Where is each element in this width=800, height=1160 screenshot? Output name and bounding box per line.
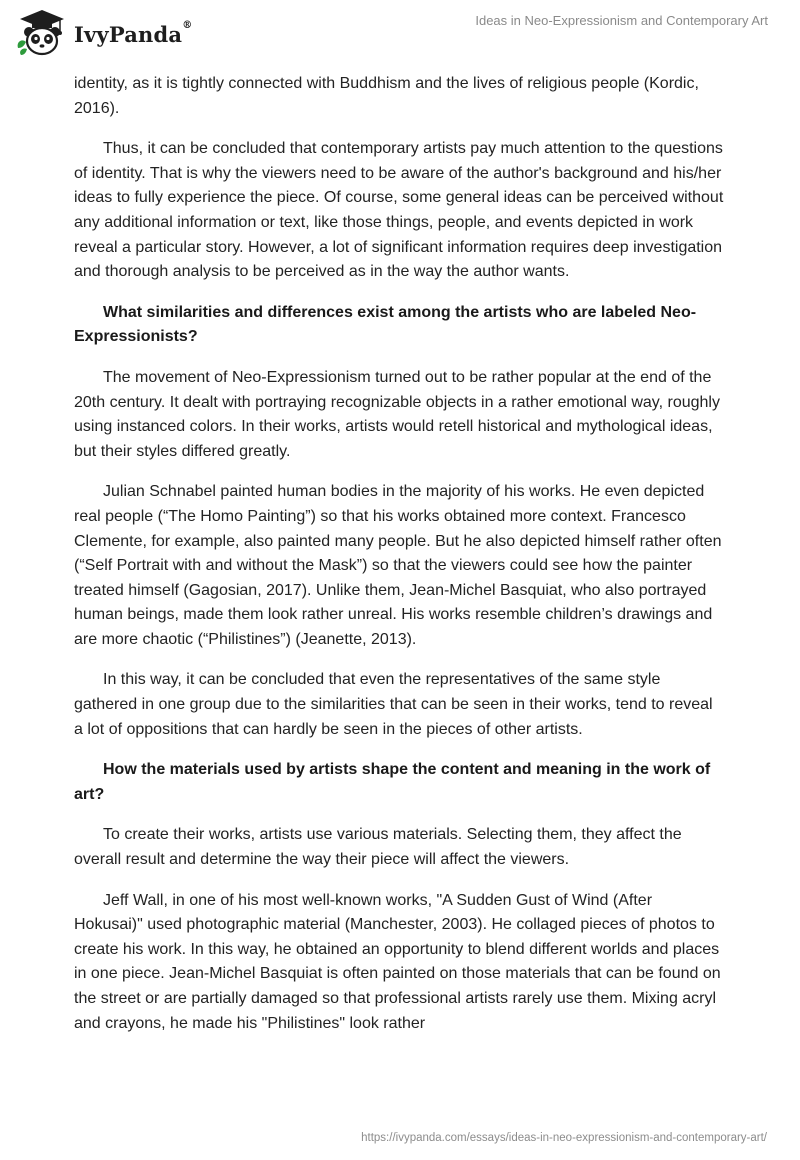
paragraph: To create their works, artists use various materials. Selecting them, they affect the overall result and determine the way their piece will affect the viewers. xyxy=(74,826,682,869)
section-heading: What similarities and differences exist among the artists who are labeled Neo-Expressionists? xyxy=(74,303,697,346)
paragraph: Jeff Wall, in one of his most well-known works, "A Sudden Gust of Wind (After Hokusai)" used photographic material (Manchester, 2003). He collaged pieces of photos to create his work. In this way, he obtained an opportunity to blend different worlds and places in one piece. Jean-Michel Basquiat is often painted on those materials that can be found on the street or are partially damaged so that professional artists rarely use them. Mixing acryl and crayons, he made his "Philistines" look rather xyxy=(74,891,721,1032)
brand-name: IvyPanda® xyxy=(74,19,193,47)
page-header xyxy=(0,0,800,60)
document-title: Ideas in Neo-Expressionism and Contemporary Art xyxy=(475,13,768,28)
paragraph: The movement of Neo-Expressionism turned out to be rather popular at the end of the 20th century. It dealt with portraying recognizable objects in a rather emotional way, roughly using instanced colors. In their works, artists would retell historical and mythological ideas, but their styles differed greatly. xyxy=(74,368,720,460)
paragraph: Julian Schnabel painted human bodies in the majority of his works. He even depicted real people (“The Homo Painting”) so that his works obtained more context. Francesco Clemente, for example, also painted many people. But he also depicted himself rather often (“Self Portrait with and without the Mask”) so that the viewers could see how the painter treated himself (Gagosian, 2017). Unlike them, Jean-Michel Basquiat, who also portrayed human beings, made them look rather unreal. His works resemble children’s drawings and are more chaotic (“Philistines”) (Jeanette, 2013). xyxy=(74,483,722,648)
paragraph: identity, as it is tightly connected with Buddhism and the lives of religious people (Kordic, 2016). xyxy=(74,75,699,117)
source-url-link[interactable]: https://ivypanda.com/essays/ideas-in-neo-expressionism-and-contemporary-art/ xyxy=(361,1132,767,1144)
section-heading: How the materials used by artists shape the content and meaning in the work of art? xyxy=(74,761,711,803)
essay-body xyxy=(74,72,724,1052)
paragraph: Thus, it can be concluded that contemporary artists pay much attention to the questions of identity. That is why the viewers need to be aware of the author's background and his/her ideas to fully experience the piece. Of course, some general ideas can be perceived without any additional information or text, like those things, people, and events depicted in work reveal a particular story. However, a lot of significant information requires deep investigation and thorough analysis to be perceived as in the way the author wants. xyxy=(74,140,724,281)
paragraph: In this way, it can be concluded that even the representatives of the same style gathered in one group due to the similarities that can be seen in their works, tend to reveal a lot of oppositions that can hardly be seen in the pieces of other artists. xyxy=(74,671,713,738)
ivypanda-logo[interactable] xyxy=(14,8,192,58)
panda-graduate-icon xyxy=(14,8,70,58)
